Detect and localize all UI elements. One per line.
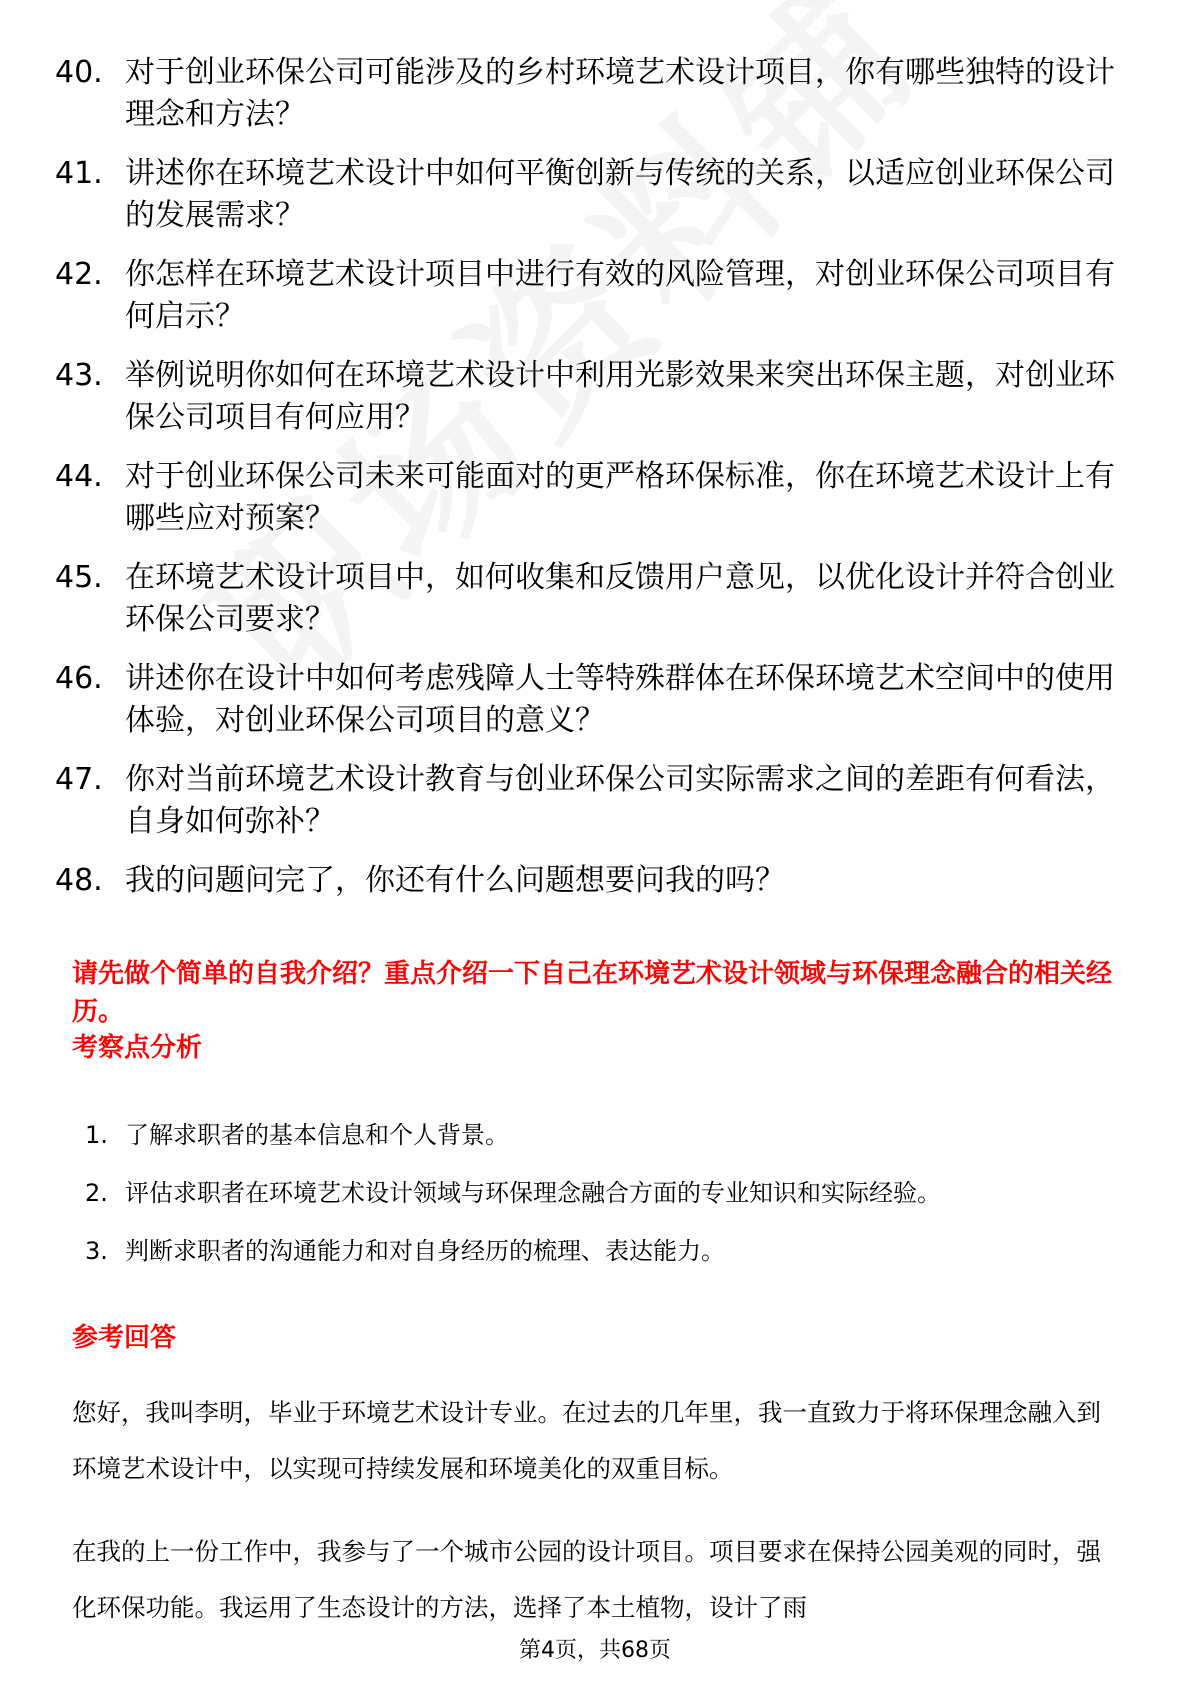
analysis-heading: 考察点分析 [72, 1033, 203, 1063]
question-number: 47. [55, 762, 103, 797]
analysis-number: 2. [85, 1179, 108, 1207]
question-text: 对于创业环保公司未来可能面对的更严格环保标准，你在环境艺术设计上有哪些应对预案？ [125, 459, 1115, 536]
question-item [55, 254, 1135, 338]
answer-paragraph: 在我的上一份工作中，我参与了一个城市公园的设计项目。项目要求在保持公园美观的同时，强化环保功能。我运用了生态设计的方法，选择了本土植物，设计了雨 [72, 1537, 1101, 1622]
question-list [55, 52, 1135, 919]
analysis-number: 3. [85, 1237, 108, 1265]
question-number: 41. [55, 156, 103, 191]
question-number: 42. [55, 257, 103, 292]
question-item [55, 52, 1135, 136]
analysis-text: 了解求职者的基本信息和个人背景。 [125, 1121, 509, 1149]
question-item [55, 153, 1135, 237]
answer-heading: 参考回答 [72, 1323, 177, 1353]
question-item [55, 860, 1135, 902]
question-text: 对于创业环保公司可能涉及的乡村环境艺术设计项目，你有哪些独特的设计理念和方法？ [125, 55, 1115, 132]
question-text: 在环境艺术设计项目中，如何收集和反馈用户意见，以优化设计并符合创业环保公司要求？ [125, 560, 1115, 637]
question-number: 46. [55, 661, 103, 696]
analysis-list [85, 1118, 1135, 1292]
question-text: 讲述你在设计中如何考虑残障人士等特殊群体在环保环境艺术空间中的使用体验，对创业环保公司项目的意义？ [125, 661, 1115, 738]
question-number: 44. [55, 459, 103, 494]
question-number: 48. [55, 863, 103, 898]
question-item [55, 355, 1135, 439]
analysis-text: 评估求职者在环境艺术设计领域与环保理念融合方面的专业知识和实际经验。 [125, 1179, 941, 1207]
highlight-question: 请先做个简单的自我介绍？重点介绍一下自己在环境艺术设计领域与环保理念融合的相关经历。 [72, 959, 1113, 1027]
analysis-item [85, 1176, 1135, 1234]
page-footer: 第4页，共68页 [519, 1638, 671, 1663]
question-item [55, 759, 1135, 843]
question-text: 举例说明你如何在环境艺术设计中利用光影效果来突出环保主题，对创业环保公司项目有何应用？ [125, 358, 1115, 435]
analysis-item [85, 1234, 1135, 1292]
analysis-item [85, 1118, 1135, 1176]
question-text: 你怎样在环境艺术设计项目中进行有效的风险管理，对创业环保公司项目有何启示？ [125, 257, 1115, 334]
question-item [55, 456, 1135, 540]
question-item [55, 557, 1135, 641]
question-number: 43. [55, 358, 103, 393]
question-text: 讲述你在环境艺术设计中如何平衡创新与传统的关系，以适应创业环保公司的发展需求？ [125, 156, 1115, 233]
question-item [55, 658, 1135, 742]
analysis-text: 判断求职者的沟通能力和对自身经历的梳理、表达能力。 [125, 1237, 725, 1265]
question-number: 45. [55, 560, 103, 595]
question-text: 你对当前环境艺术设计教育与创业环保公司实际需求之间的差距有何看法，自身如何弥补？ [125, 762, 1115, 839]
analysis-number: 1. [85, 1121, 108, 1149]
question-number: 40. [55, 55, 103, 90]
question-text: 我的问题问完了，你还有什么问题想要问我的吗？ [125, 863, 785, 898]
answer-paragraph: 您好，我叫李明，毕业于环境艺术设计专业。在过去的几年里，我一直致力于将环保理念融入到环境艺术设计中，以实现可持续发展和环境美化的双重目标。 [72, 1398, 1101, 1483]
